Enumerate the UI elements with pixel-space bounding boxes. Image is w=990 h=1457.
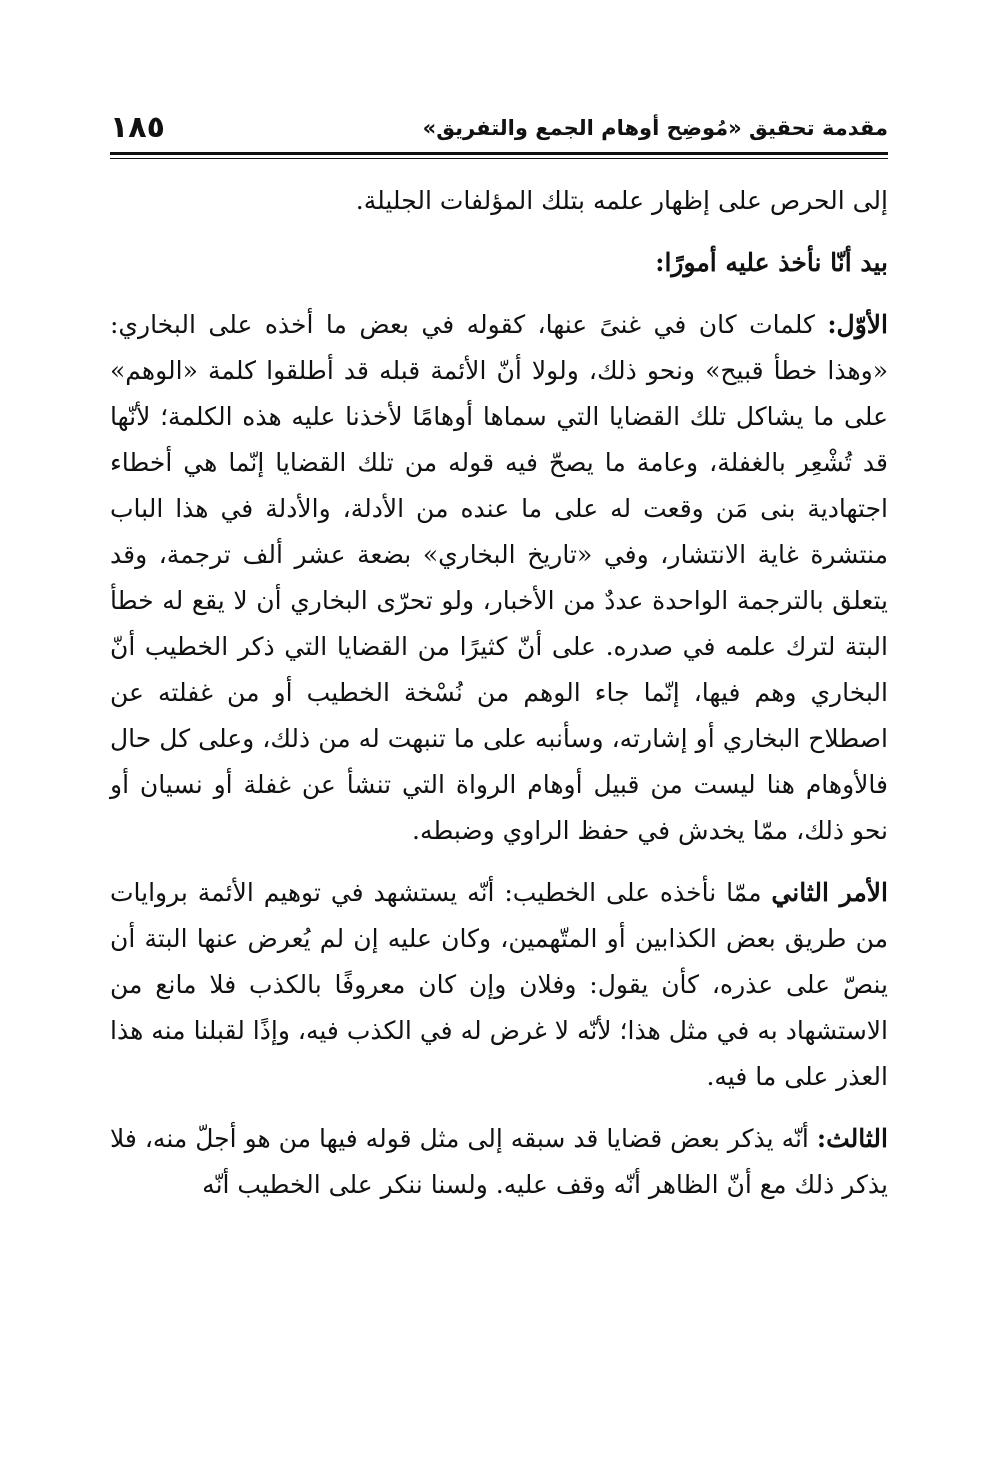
paragraph-lead: الثالث: (816, 1124, 888, 1153)
body-text (110, 178, 888, 1220)
paragraph-text: إلى الحرص على إظهار علمه بتلك المؤلفات الجليلة. (355, 186, 888, 215)
paragraph-lead: الأوّل: (827, 310, 888, 339)
paragraph-text: أنّه يذكر بعض قضايا قد سبقه إلى مثل قوله فيها من هو أجلّ منه، فلا يذكر ذلك مع أنّ الظاهر أنّه وقف عليه. ولسنا ننكر على الخطيب أنّه (110, 1124, 888, 1199)
header-rule (110, 152, 888, 159)
paragraph-heading (110, 240, 888, 286)
paragraph-lead: بيد أنّا نأخذ عليه أمورًا: (655, 248, 888, 277)
paragraph-text: كلمات كان في غنىً عنها، كقوله في بعض ما أخذه على البخاري: «وهذا خطأ قبيح» ونحو ذلك، ولولا أنّ الأئمة قبله قد أطلقوا كلمة «الوهم» على ما يشاكل تلك القضايا التي سماها أوهامًا لأخذنا عليه هذه الكلمة؛ لأنّها قد تُشْعِر بالغفلة، وعامة ما يصحّ فيه قوله من تلك القضايا إنّما هي أخطاء اجتهادية بنى مَن وقعت له على ما عنده من الأدلة، والأدلة في هذا الباب منتشرة غاية الانتشار، وفي «تاريخ البخاري» بضعة عشر ألف ترجمة، وقد يتعلق بالترجمة الواحدة عددٌ من الأخبار، ولو تحرّى البخاري أن لا يقع له خطأ البتة لترك علمه في صدره. على أنّ كثيرًا من القضايا التي ذكر الخطيب أنّ البخاري وهم فيها، إنّما جاء الوهم من نُسْخة الخطيب أو من غفلته عن اصطلاح البخاري أو إشارته، وسأنبه على ما تنبهت له من ذلك، وعلى كل حال فالأوهام هنا ليست من قبيل أوهام الرواة التي تنشأ عن غفلة أو نسيان أو نحو ذلك، ممّا يخدش في حفظ الراوي وضبطه. (110, 310, 888, 845)
page-number: ١٨٥ (110, 110, 165, 145)
paragraph-first (110, 302, 888, 854)
paragraph-intro (110, 178, 888, 224)
paragraph-text: ممّا نأخذه على الخطيب: أنّه يستشهد في توهيم الأئمة بروايات من طريق بعض الكذابين أو المتّهمين، وكان عليه إن لم يُعرض عنها البتة أن ينصّ على عذره، كأن يقول: وفلان وإن كان معروفًا بالكذب فلا مانع من الاستشهاد به في مثل هذا؛ لأنّه لا غرض له في الكذب فيه، وإذًا لقبلنا منه هذا العذر على ما فيه. (110, 878, 888, 1091)
running-title: مقدمة تحقيق «مُوضِح أوهام الجمع والتفريق» (422, 116, 888, 140)
running-header (110, 110, 888, 154)
paragraph-third (110, 1116, 888, 1208)
paragraph-second (110, 870, 888, 1100)
paragraph-lead: الأمر الثاني (771, 878, 888, 907)
